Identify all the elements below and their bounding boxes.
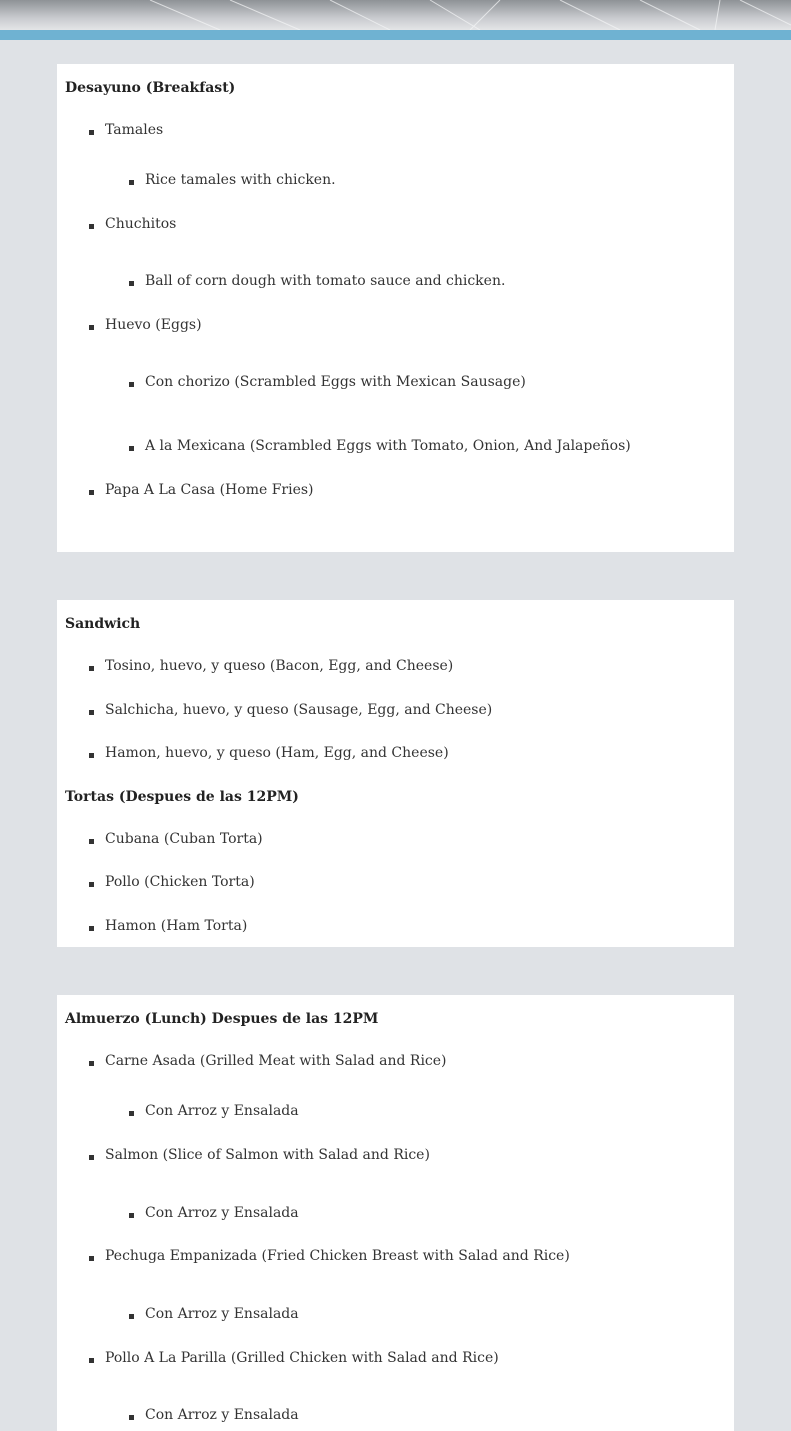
item-label: Con Arroz y Ensalada (145, 1407, 299, 1423)
square-bullet-icon (129, 180, 134, 185)
square-bullet-icon (89, 839, 94, 844)
list-item (145, 438, 631, 454)
square-bullet-icon (89, 710, 94, 715)
sandwich-section (57, 600, 734, 947)
list-item (105, 745, 449, 761)
list-item (105, 482, 314, 498)
list-item (105, 1053, 447, 1069)
breakfast-section (57, 64, 734, 552)
item-label: Ball of corn dough with tomato sauce and chicken. (145, 273, 506, 289)
square-bullet-icon (89, 926, 94, 931)
square-bullet-icon (89, 666, 94, 671)
item-label: Huevo (Eggs) (105, 317, 202, 333)
square-bullet-icon (89, 490, 94, 495)
section-heading: Desayuno (Breakfast) (65, 80, 236, 96)
item-label: Con Arroz y Ensalada (145, 1205, 299, 1221)
square-bullet-icon (129, 446, 134, 451)
item-label: Pollo A La Parilla (Grilled Chicken with Salad and Rice) (105, 1350, 499, 1366)
item-label: Con Arroz y Ensalada (145, 1103, 299, 1119)
square-bullet-icon (89, 753, 94, 758)
section-heading: Almuerzo (Lunch) Despues de las 12PM (65, 1011, 379, 1027)
section-heading: Tortas (Despues de las 12PM) (65, 789, 299, 805)
square-bullet-icon (89, 325, 94, 330)
square-bullet-icon (89, 224, 94, 229)
item-label: Rice tamales with chicken. (145, 172, 336, 188)
section-heading: Sandwich (65, 616, 141, 632)
list-item (145, 1103, 299, 1119)
square-bullet-icon (89, 1256, 94, 1261)
list-item (105, 122, 163, 138)
square-bullet-icon (129, 1213, 134, 1218)
square-bullet-icon (89, 1358, 94, 1363)
item-label: Carne Asada (Grilled Meat with Salad and Rice) (105, 1053, 447, 1069)
square-bullet-icon (89, 1155, 94, 1160)
item-label: Cubana (Cuban Torta) (105, 831, 263, 847)
item-label: Con chorizo (Scrambled Eggs with Mexican Sausage) (145, 374, 526, 390)
list-item (145, 1407, 299, 1423)
square-bullet-icon (129, 1111, 134, 1116)
list-item (105, 874, 255, 890)
list-item (105, 658, 453, 674)
list-item (105, 831, 263, 847)
list-item (105, 918, 247, 934)
list-item (105, 1350, 499, 1366)
item-label: Tamales (105, 122, 164, 138)
item-label: Salmon (Slice of Salmon with Salad and Rice) (105, 1147, 430, 1163)
item-label: Papa A La Casa (Home Fries) (105, 482, 314, 498)
list-item (105, 317, 202, 333)
square-bullet-icon (129, 281, 134, 286)
list-item (105, 702, 492, 718)
lunch-section (57, 995, 734, 1431)
list-item (145, 1205, 299, 1221)
list-item (145, 1306, 299, 1322)
square-bullet-icon (129, 1415, 134, 1420)
list-item (105, 1248, 570, 1264)
item-label: Hamon, huevo, y queso (Ham, Egg, and Cheese) (105, 745, 449, 761)
item-label: Pollo (Chicken Torta) (105, 874, 255, 890)
banner-pattern (0, 0, 791, 30)
square-bullet-icon (89, 882, 94, 887)
item-label: Pechuga Empanizada (Fried Chicken Breast with Salad and Rice) (105, 1248, 570, 1264)
list-item (145, 273, 505, 289)
item-label: Hamon (Ham Torta) (105, 918, 248, 934)
item-label: Con Arroz y Ensalada (145, 1306, 299, 1322)
square-bullet-icon (89, 130, 94, 135)
item-label: Chuchitos (105, 216, 177, 232)
list-item (105, 216, 176, 232)
item-label: A la Mexicana (Scrambled Eggs with Tomato, Onion, And Jalapeños) (145, 438, 631, 454)
accent-bar (0, 30, 791, 40)
square-bullet-icon (129, 1314, 134, 1319)
header-banner (0, 0, 791, 30)
square-bullet-icon (129, 382, 134, 387)
item-label: Tosino, huevo, y queso (Bacon, Egg, and Cheese) (105, 658, 454, 674)
list-item (145, 172, 336, 188)
square-bullet-icon (89, 1061, 94, 1066)
list-item (105, 1147, 430, 1163)
item-label: Salchicha, huevo, y queso (Sausage, Egg, and Cheese) (105, 702, 493, 718)
list-item (145, 374, 526, 390)
